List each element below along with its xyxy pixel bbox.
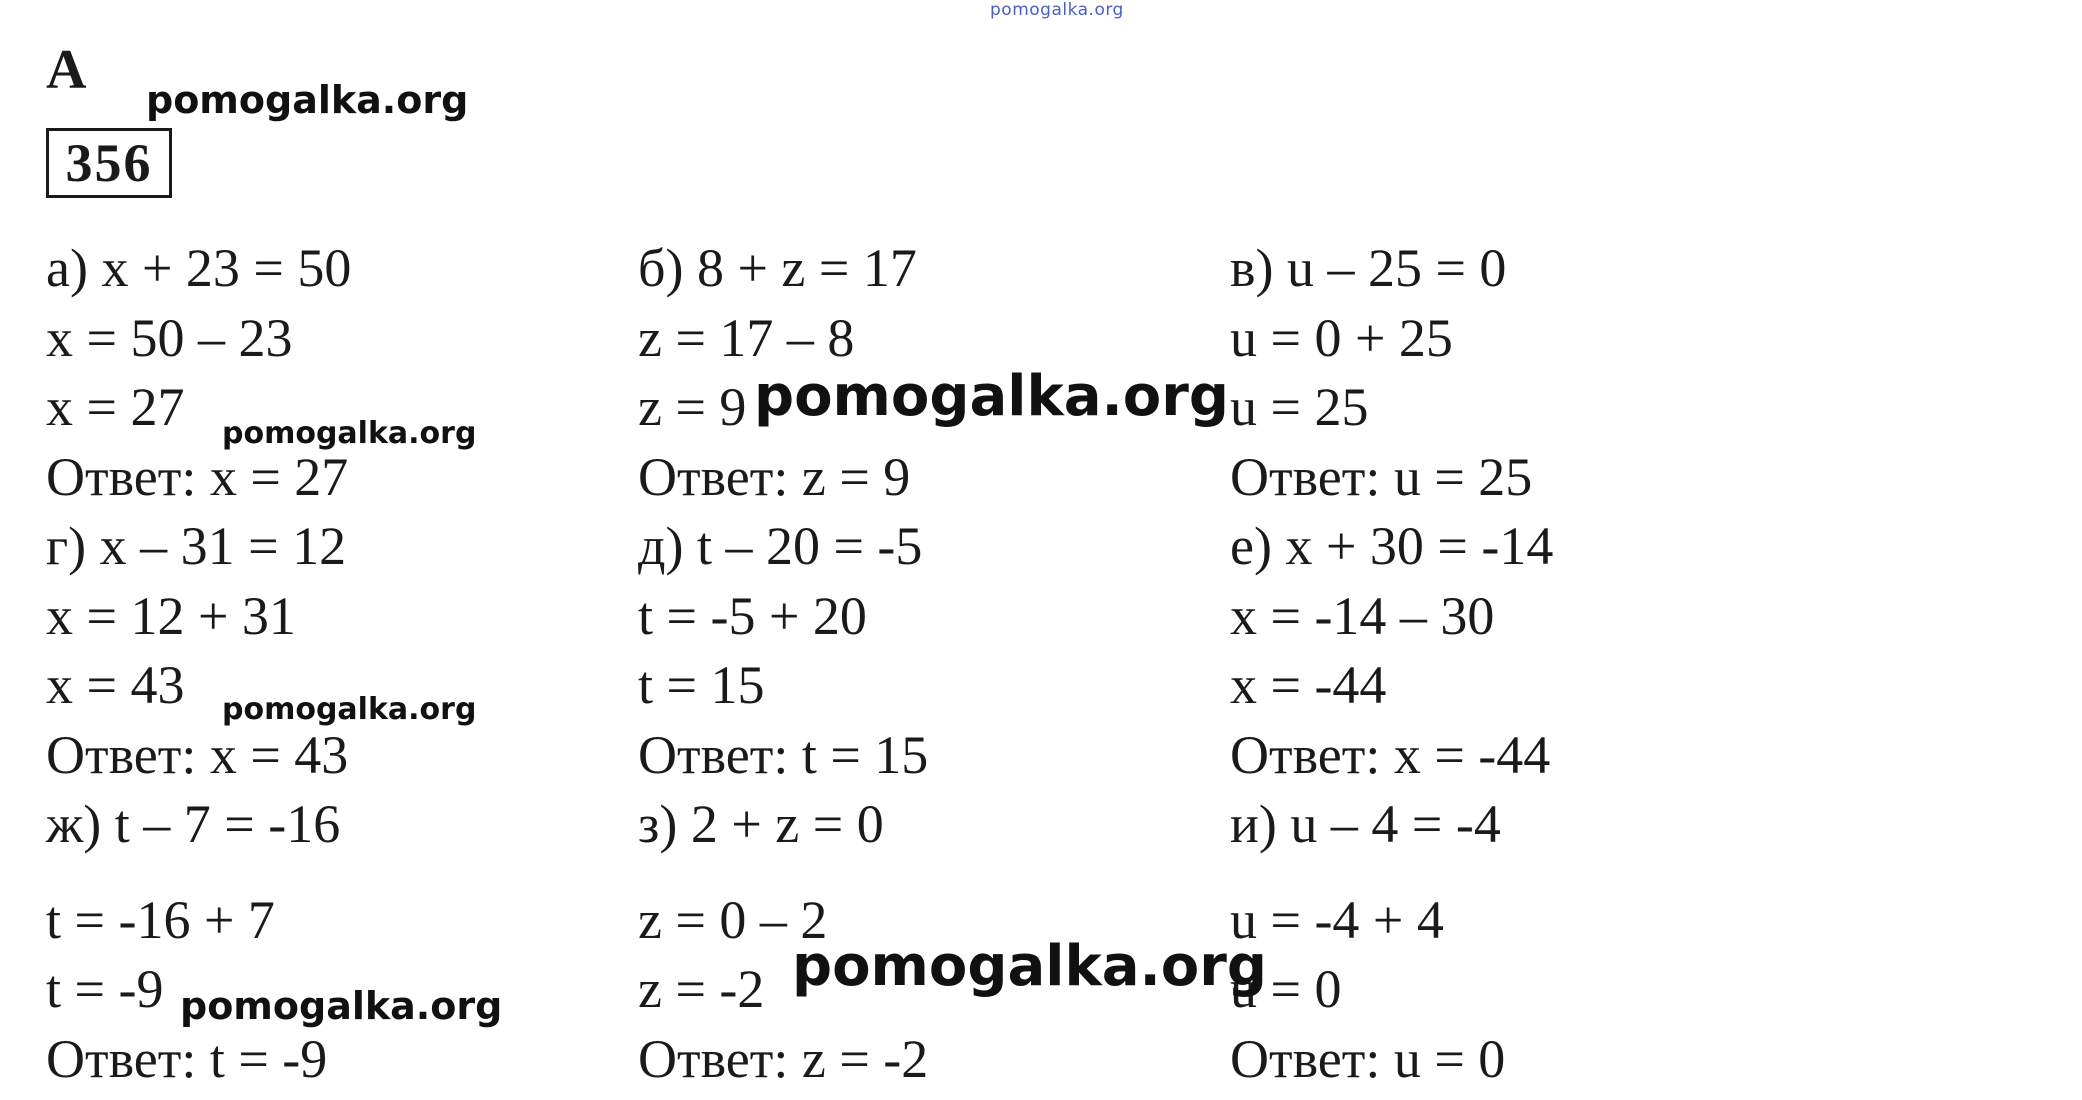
answer-line: Ответ: z = -2 xyxy=(638,1028,929,1089)
top-watermark: pomogalka.org xyxy=(990,0,1124,20)
equation-line: е) x + 30 = -14 xyxy=(1230,516,1554,576)
answer-line: Ответ: x = 27 xyxy=(46,446,349,507)
equation-line: д) t – 20 = -5 xyxy=(638,516,923,576)
equation-line: в) u – 25 = 0 xyxy=(1230,238,1507,298)
spacer xyxy=(46,860,351,886)
equation-line: г) x – 31 = 12 xyxy=(46,516,347,576)
watermark-small-3: pomogalka.org xyxy=(180,984,503,1028)
solution-column-3 xyxy=(1230,234,1553,1094)
solution-result: z = -2 xyxy=(638,959,765,1019)
solution-step: z = 0 – 2 xyxy=(638,889,828,950)
solution-step: z = 17 – 8 xyxy=(638,307,855,368)
spacer xyxy=(1230,860,1553,886)
answer-line: Ответ: u = 0 xyxy=(1230,1028,1506,1089)
spacer xyxy=(638,860,928,886)
solution-result: t = -9 xyxy=(46,959,164,1019)
solution-step: u = 0 + 25 xyxy=(1230,307,1453,368)
equation-line: з) 2 + z = 0 xyxy=(638,794,884,854)
answer-line: Ответ: x = -44 xyxy=(1230,724,1551,785)
equation-line: а) x + 23 = 50 xyxy=(46,238,352,298)
watermark-small-2: pomogalka.org xyxy=(222,692,477,727)
solution-step: t = -16 + 7 xyxy=(46,889,275,950)
solution-result: u = 0 xyxy=(1230,959,1342,1019)
watermark-large-1: pomogalka.org xyxy=(754,364,1229,429)
answer-line: Ответ: t = -9 xyxy=(46,1028,328,1089)
equation-line: и) u – 4 = -4 xyxy=(1230,794,1501,854)
equation-line: ж) t – 7 = -16 xyxy=(46,794,341,854)
solution-step: t = -5 + 20 xyxy=(638,585,867,646)
solution-result: u = 25 xyxy=(1230,377,1369,437)
solution-result: x = 43 xyxy=(46,655,185,715)
task-number-box xyxy=(46,128,172,198)
watermark-large-2: pomogalka.org xyxy=(792,934,1267,999)
answer-line: Ответ: x = 43 xyxy=(46,724,349,785)
solution-step: x = -14 – 30 xyxy=(1230,585,1495,646)
solution-step: x = 50 – 23 xyxy=(46,307,293,368)
solution-result: t = 15 xyxy=(638,655,765,715)
equation-line: б) 8 + z = 17 xyxy=(638,238,917,298)
answer-line: Ответ: t = 15 xyxy=(638,724,929,785)
answer-line: Ответ: z = 9 xyxy=(638,446,911,507)
watermark-small-1: pomogalka.org xyxy=(222,416,477,451)
answer-line: Ответ: u = 25 xyxy=(1230,446,1533,507)
solution-column-1 xyxy=(46,234,351,1094)
solution-step: u = -4 + 4 xyxy=(1230,889,1444,950)
task-number: 356 xyxy=(65,133,153,193)
watermark-header: pomogalka.org xyxy=(146,78,469,122)
solution-step: x = 12 + 31 xyxy=(46,585,296,646)
solution-result: x = 27 xyxy=(46,377,185,437)
solution-result: x = -44 xyxy=(1230,655,1387,715)
section-letter: А xyxy=(46,39,87,101)
solution-result: z = 9 xyxy=(638,377,747,437)
